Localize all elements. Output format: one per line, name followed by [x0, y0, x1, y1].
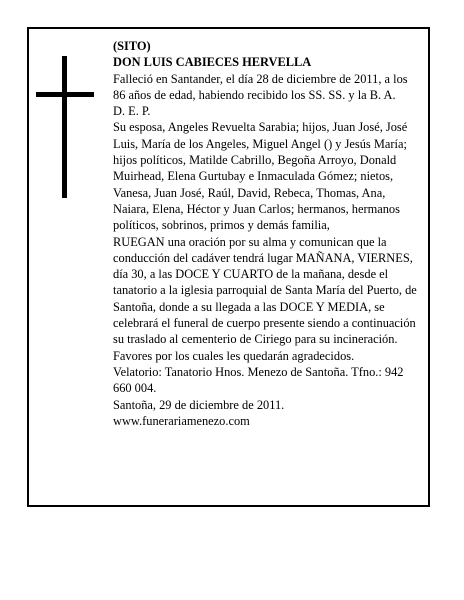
- rest-in-peace: D. E. P.: [113, 104, 151, 119]
- place-and-date: Santoña, 29 de diciembre de 2011.: [113, 397, 285, 412]
- death-statement: Falleció en Santander, el día 28 de diciembre de 2011, a los 86 años de edad, habiendo recibido los SS. SS. y la B. A.: [113, 71, 408, 102]
- cross-vertical-bar: [62, 56, 67, 198]
- family-list: Su esposa, Angeles Revuelta Sarabia; hijos, Juan José, José Luis, María de los Angeles, Miguel Angel () y Jesús María; hijos políticos, Matilde Cabrillo, Begoña Arroyo, Donald Muirhead, Elena Gurtubay e Inmaculada Gómez; nietos, Vanesa, Juan José, Raúl, David, Rebeca, Thomas, Ana, Naiara, Elena, Héctor y Juan Carlos; hermanos, hermanos políticos, sobrinos, primos y demás familia,: [113, 120, 408, 233]
- deceased-nickname: (SITO): [113, 39, 151, 53]
- website: www.funerariamenezo.com: [113, 413, 250, 428]
- cross-horizontal-bar: [36, 92, 94, 97]
- wake-info: Velatorio: Tanatorio Hnos. Menezo de Santoña. Tfno.: 942 660 004.: [113, 364, 404, 396]
- obituary-text: [113, 38, 423, 429]
- funeral-request: RUEGAN una oración por su alma y comunican que la conducción del cadáver tendrá lugar MAÑANA, VIERNES, día 30, a las DOCE Y CUARTO de la mañana, desde el tanatorio a la iglesia parroquial de Santa María del Puerto, de Santoña, donde a su llegada a las DOCE Y MEDIA, se celebrará el funeral de cuerpo presente siendo a continuación su traslado al cementerio de Ciriego para su incineración. Favores por los cuales les quedarán agradecidos.: [113, 234, 417, 363]
- cross-icon: [36, 56, 94, 198]
- deceased-name: DON LUIS CABIECES HERVELLA: [113, 55, 312, 70]
